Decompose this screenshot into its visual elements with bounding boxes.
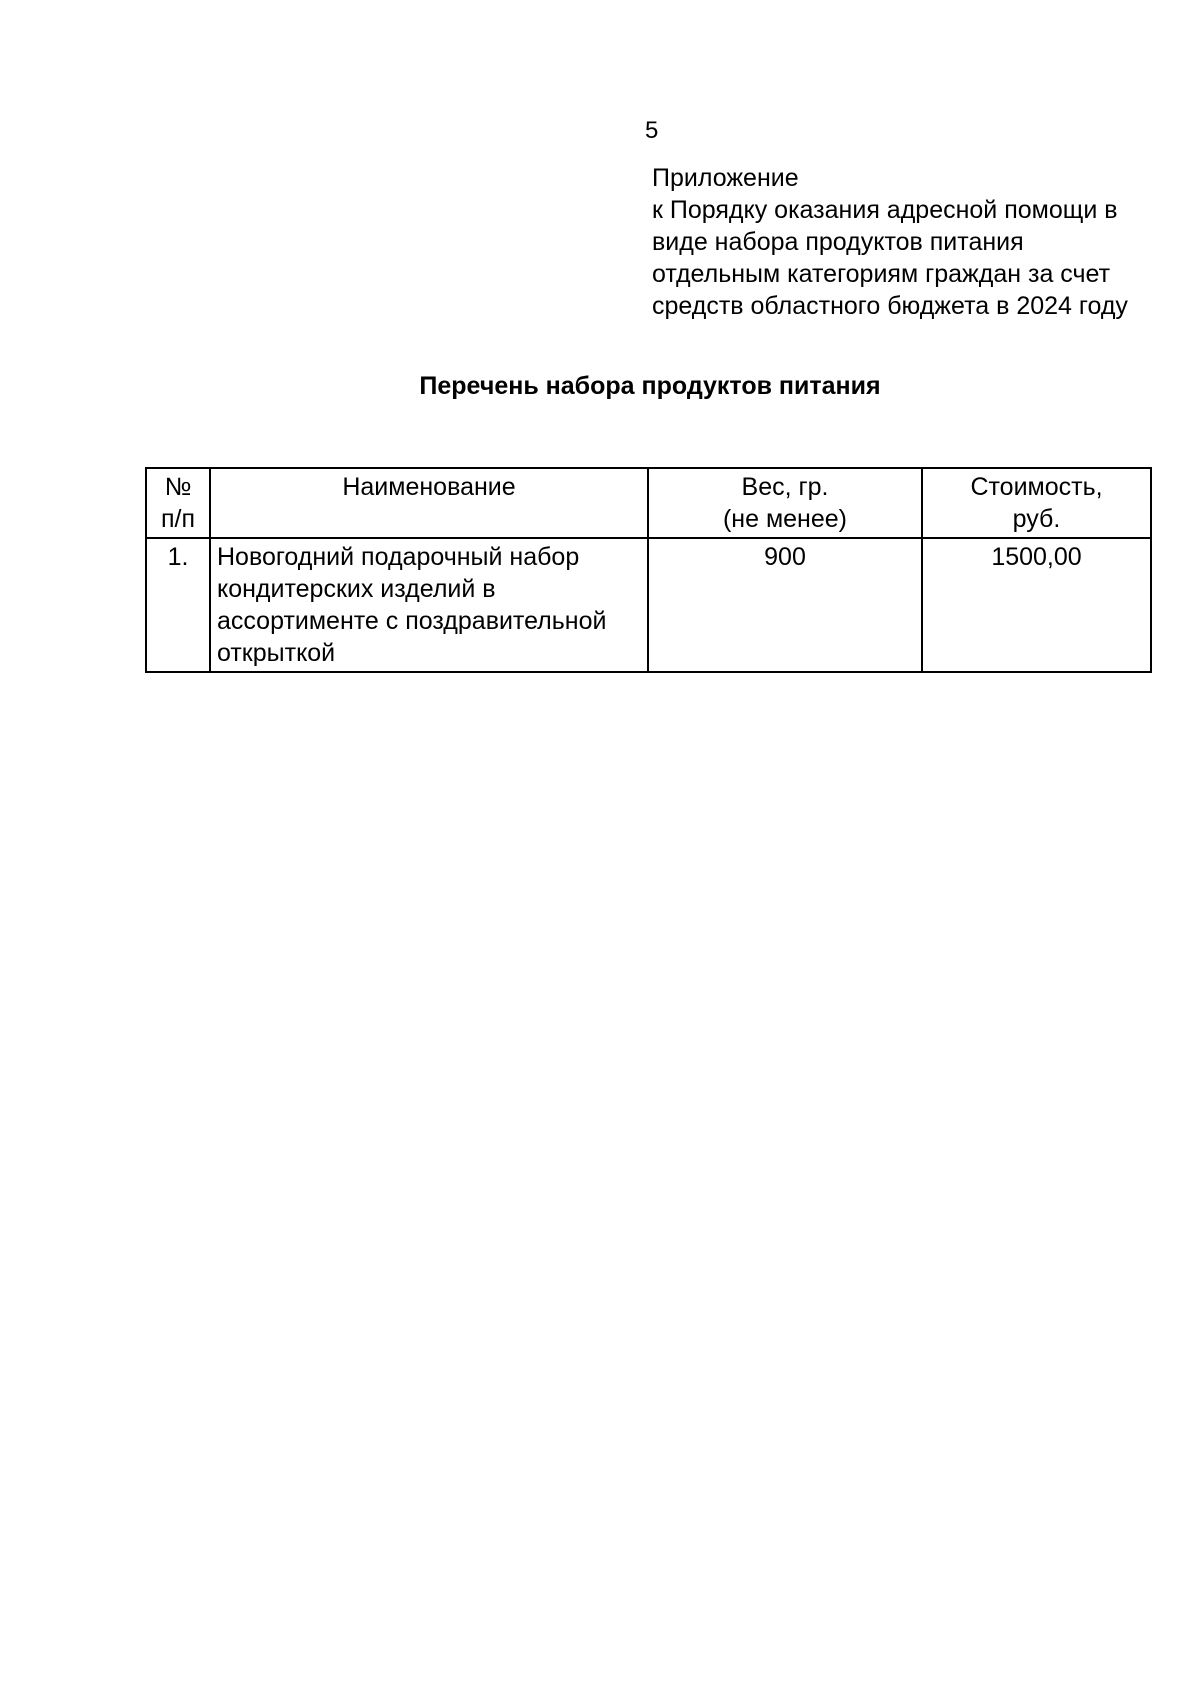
cell-cost: 1500,00: [922, 538, 1151, 672]
header-text: п/п: [160, 505, 196, 533]
appendix-line: Приложение: [652, 164, 799, 192]
header-name: [210, 468, 648, 538]
appendix-line: к Порядку оказания адресной помощи в: [652, 196, 1118, 224]
header-weight: [648, 468, 922, 538]
header-text: Наименование: [342, 473, 516, 501]
cell-weight: 900: [648, 538, 922, 672]
products-table: [145, 467, 1152, 673]
appendix-line: виде набора продуктов питания: [652, 228, 1024, 256]
header-number: [146, 468, 210, 538]
header-text: (не менее): [722, 505, 847, 533]
document-title: Перечень набора продуктов питания: [419, 372, 881, 400]
cell-number: 1.: [146, 538, 210, 672]
header-text: №: [164, 473, 192, 501]
table-row: [146, 538, 1151, 672]
appendix-note: [652, 162, 1128, 322]
header-text: Стоимость,: [970, 473, 1103, 501]
cell-name: Новогодний подарочный набор кондитерских изделий в ассортименте с поздравительной открыткой: [210, 538, 648, 672]
appendix-line: отдельным категориям граждан за счет: [652, 260, 1111, 288]
table-header-row: [146, 468, 1151, 538]
header-text: Вес, гр.: [741, 473, 829, 501]
appendix-line: средств областного бюджета в 2024 году: [652, 292, 1128, 320]
page-number: 5: [645, 117, 659, 144]
header-cost: [922, 468, 1151, 538]
header-text: руб.: [1012, 505, 1061, 533]
